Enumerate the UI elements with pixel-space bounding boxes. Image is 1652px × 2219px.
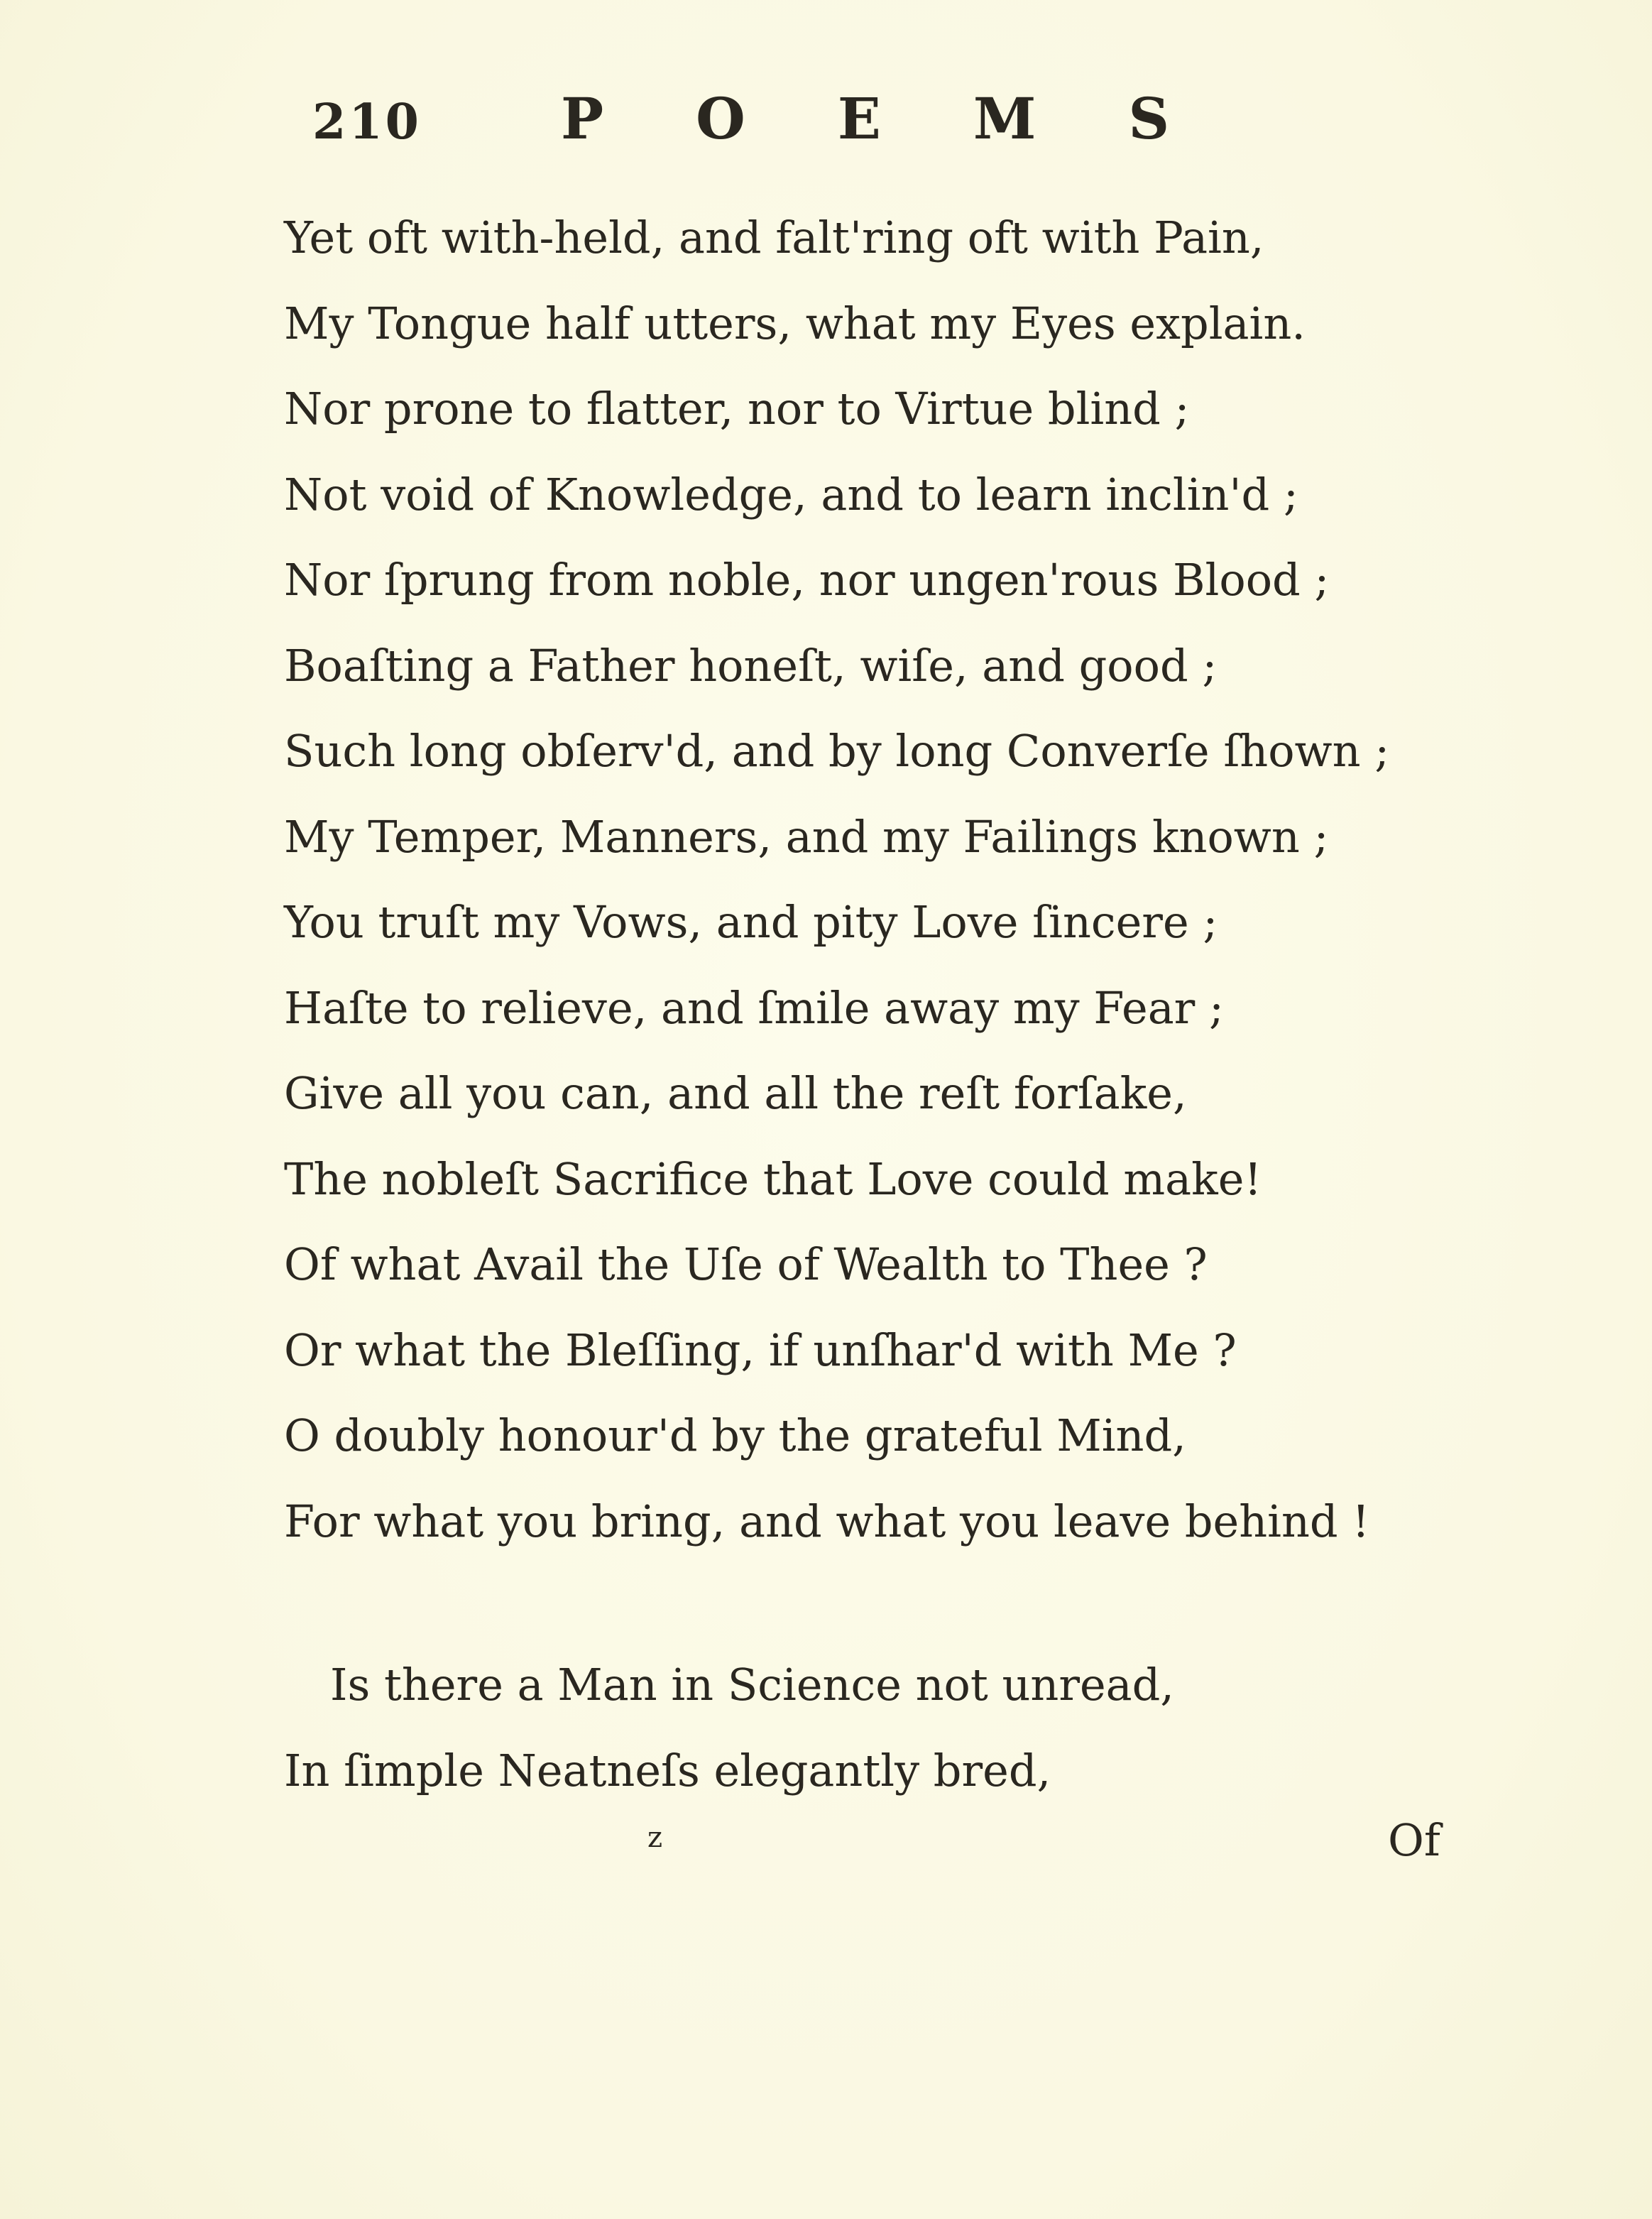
catchword: Of [1388, 1814, 1440, 1866]
poem-line: Such long obſerv'd, and by long Converſe ſhown ; [284, 725, 1390, 777]
poem-line: Or what the Bleſſing, if unſhar'd with Me ? [284, 1324, 1237, 1376]
signature-mark: z [647, 1821, 663, 1854]
poem-line: The nobleſt Sacrifice that Love could make! [284, 1152, 1262, 1205]
page-footer [0, 1814, 1652, 1878]
poem-line: O doubly honour'd by the grateful Mind, [284, 1410, 1186, 1461]
running-title: POEMS [561, 85, 1262, 152]
poem-line: Nor prone to flatter, nor to Virtue blind ; [284, 383, 1190, 435]
poem-line: Yet oft with-held, and falt'ring oft with Pain, [284, 212, 1264, 263]
poem-line: Boaſting a Father honeſt, wiſe, and good ; [284, 639, 1218, 692]
poem-line: Of what Avail the Uſe of Wealth to Thee ? [284, 1238, 1208, 1290]
poem-line: Nor ſprung from noble, nor ungen'rous Blood ; [284, 554, 1330, 606]
poem-line: My Temper, Manners, and my Failings known ; [284, 810, 1329, 863]
poem-line: Not void of Knowledge, and to learn inclin'd ; [284, 468, 1298, 520]
poem-line: My Tongue half utters, what my Eyes explain. [284, 297, 1306, 349]
poem-text [284, 195, 1491, 1814]
poem-line: For what you bring, and what you leave behind ! [284, 1495, 1370, 1547]
poem-line: In ſimple Neatneſs elegantly bred, [284, 1744, 1051, 1797]
poem-line: Is there a Man in Science not unread, [330, 1659, 1175, 1711]
poem-line: Give all you can, and all the reſt forſake, [284, 1067, 1187, 1119]
page-number: 210 [312, 94, 422, 151]
stanza-break [284, 1564, 1491, 1642]
poem-line: Haſte to relieve, and ſmile away my Fear ; [284, 981, 1224, 1034]
page-header [0, 85, 1652, 170]
poem-line: You truſt my Vows, and pity Love ſincere ; [284, 896, 1218, 948]
